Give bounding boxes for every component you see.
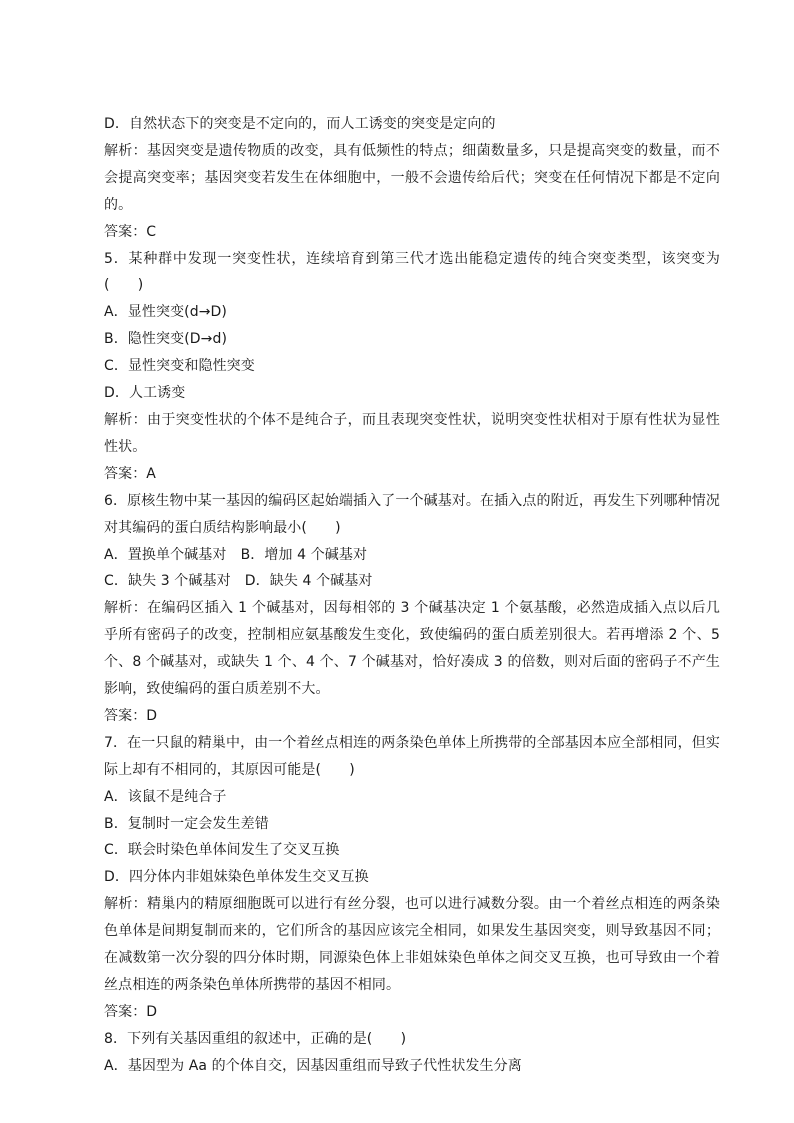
q5-option-a: A．显性突变(d→D) [104, 304, 227, 321]
q7-stem: 7．在一只鼠的精巢中，由一个着丝点相连的两条染色单体上所携带的全部基因本应全部相同，但实际上却有不相同的，其原因可能是( ) [104, 734, 720, 778]
q7-option-b: B．复制时一定会发生差错 [104, 815, 269, 832]
q5-option-d: D．人工诱变 [104, 385, 186, 402]
q6-stem: 6．原核生物中某一基因的编码区起始端插入了一个碱基对。在插入点的附近，再发生下列哪种情况对其编码的蛋白质结构影响最小( ) [104, 492, 720, 536]
q4-option-d: D．自然状态下的突变是不定向的，而人工诱变的突变是定向的 [104, 116, 496, 132]
q7-analysis: 解析：精巢内的精原细胞既可以进行有丝分裂，也可以进行减数分裂。由一个着丝点相连的两条染色单体是间期复制而来的，它们所含的基因应该完全相同，如果发生基因突变，则导致基因不同；在减数第一次分裂的四分体时期，同源染色体上非姐妹染色单体之间交叉互换，也可导致由一个着丝点相连的两条染色单体所携带的基因不相同。 [104, 896, 720, 993]
q7-option-c: C．联会时染色单体间发生了交叉互换 [104, 842, 340, 859]
q5-stem: 5．某种群中发现一突变性状，连续培育到第三代才选出能稳定遗传的纯合突变类型，该突变为( ) [104, 250, 720, 294]
q5-option-b: B．隐性突变(D→d) [104, 331, 228, 348]
q5-answer: 答案：A [104, 465, 156, 482]
page-content [84, 111, 720, 1080]
q7-option-d: D．四分体内非姐妹染色单体发生交叉互换 [104, 869, 369, 886]
q8-option-a: A．基因型为 Aa 的个体自交，因基因重组而导致子代性状发生分离 [104, 1057, 522, 1074]
q5-option-c: C．显性突变和隐性突变 [104, 358, 255, 375]
q5-analysis: 解析：由于突变性状的个体不是纯合子，而且表现突变性状，说明突变性状相对于原有性状为显性性状。 [104, 411, 720, 455]
q4-analysis-text: 解析：基因突变是遗传物质的改变，具有低频性的特点；细菌数量多，只是提高突变的数量，而不会提高突变率；基因突变若发生在体细胞中，一般不会遗传给后代；突变在任何情况下都是不定向的。 [104, 142, 720, 213]
q7-option-a: A．该鼠不是纯合子 [104, 788, 227, 805]
q7-answer: 答案：D [104, 1003, 158, 1020]
q4-answer: 答案：C [104, 223, 157, 240]
q6-option-cd: C．缺失 3 个碱基对 D．缺失 4 个碱基对 [104, 573, 373, 590]
q8-stem: 8．下列有关基因重组的叙述中，正确的是( ) [104, 1030, 407, 1047]
q4-analysis [84, 138, 720, 219]
q6-option-ab: A．置换单个碱基对 B．增加 4 个碱基对 [104, 546, 368, 563]
q6-analysis: 解析：在编码区插入 1 个碱基对，因每相邻的 3 个碱基决定 1 个氨基酸，必然造成插入点以后几乎所有密码子的改变，控制相应氨基酸发生变化，致使编码的蛋白质差别很大。若再增添 2 个、5 个、8 个碱基对，或缺失 1 个、4 个、7 个碱基对，恰好凑成 3 的倍数，则对后面的密码子不产生影响，致使编码的蛋白质差别不大。 [104, 600, 720, 698]
q6-answer: 答案：D [104, 707, 158, 724]
